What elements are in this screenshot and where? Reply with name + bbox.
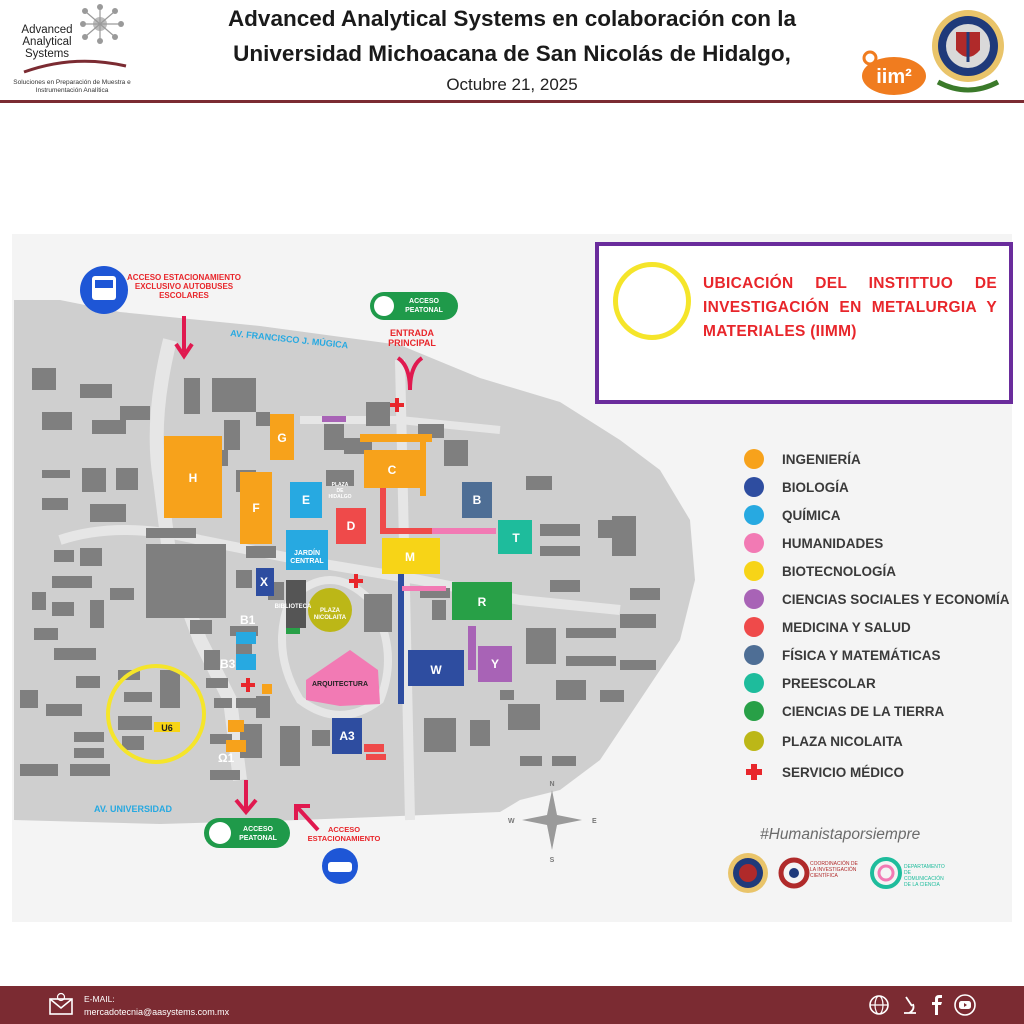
facebook-icon[interactable]: [926, 994, 948, 1016]
parking-access-label: ACCESO ESTACIONAMIENTO: [307, 825, 381, 843]
email-label: E-MAIL:: [84, 994, 115, 1004]
legend-swatch: [744, 561, 764, 581]
legend-label: SERVICIO MÉDICO: [782, 764, 905, 780]
footer: [0, 986, 1024, 1024]
plaza-hidalgo-label: PLAZA DE HIDALGO: [328, 482, 352, 500]
building-x: X: [259, 575, 269, 589]
legend-swatch: [744, 731, 764, 751]
building-m: M: [405, 550, 415, 564]
medical-cross-icon: [744, 762, 764, 782]
legend-swatch: [744, 673, 764, 693]
legend-swatch: [744, 589, 764, 609]
pedestrian-north-label: ACCESO PEATONAL: [405, 298, 443, 314]
building-u6: U6: [161, 723, 173, 733]
building-r: R: [477, 595, 487, 609]
legend-swatch: [744, 533, 764, 553]
legend-item: [744, 589, 1010, 609]
pedestrian-south-label: ACCESO PEATONAL: [239, 826, 277, 842]
page-title-line1: Advanced Analytical Systems en colaboración con la: [227, 6, 797, 31]
coordinacion-label: COORDINACIÓN DE LA INVESTIGACIÓN CIENTÍFICA: [810, 861, 858, 879]
legend-item: [744, 673, 876, 693]
brand-name: Advanced Analytical Systems: [21, 24, 73, 60]
legend-item: [744, 731, 903, 751]
legend-label: CIENCIAS DE LA TIERRA: [782, 703, 945, 719]
legend-swatch: [744, 645, 764, 665]
partner-logos: [726, 848, 978, 898]
building-o1: Ω1: [218, 751, 235, 765]
legend-swatch: [744, 477, 764, 497]
legend-label: PLAZA NICOLAITA: [782, 733, 903, 749]
globe-icon[interactable]: [868, 994, 890, 1016]
legend-swatch: [744, 505, 764, 525]
legend-label: FÍSICA Y MATEMÁTICAS: [782, 647, 941, 663]
legend-label: CIENCIAS SOCIALES Y ECONOMÍA: [782, 591, 1010, 607]
svg-text:S: S: [549, 857, 555, 864]
microscope-icon[interactable]: [898, 994, 920, 1016]
legend-swatch: [744, 617, 764, 637]
jardin-central-label: JARDÍN CENTRAL: [290, 550, 324, 565]
page-title-line2: Universidad Michoacana de San Nicolás de Hidalgo,: [233, 41, 791, 66]
street-south: AV. UNIVERSIDAD: [94, 804, 173, 814]
youtube-icon[interactable]: [954, 994, 976, 1016]
email-icon: [48, 992, 74, 1018]
location-ring-icon: [613, 262, 691, 340]
legend-swatch: [744, 449, 764, 469]
legend-label: MEDICINA Y SALUD: [782, 619, 911, 635]
legend-label: QUÍMICA: [782, 507, 841, 523]
building-b1: B1: [240, 613, 256, 627]
departamento-label: DEPARTAMENTO DE COMUNICACIÓN DE LA CIENCIA: [904, 864, 945, 888]
main-entrance-label: ENTRADA PRINCIPAL: [388, 328, 436, 348]
legend-item: [744, 762, 904, 782]
legend-swatch: [744, 701, 764, 721]
svg-text:N: N: [549, 781, 555, 788]
event-date: Octubre 21, 2025: [446, 75, 578, 94]
legend-label: HUMANIDADES: [782, 535, 884, 551]
email-link[interactable]: mercadotecnia@aasystems.com.mx: [84, 1007, 230, 1017]
legend-label: BIOLOGÍA: [782, 479, 849, 495]
building-h: H: [188, 471, 198, 485]
legend-item: [744, 505, 841, 525]
brand-tagline: Soluciones en Preparación de Muestra e Instrumentación Analítica: [13, 79, 131, 94]
svg-text:W: W: [508, 818, 515, 825]
legend-item: [744, 533, 883, 553]
building-y: Y: [490, 657, 500, 671]
iimm-callout: [595, 242, 1013, 404]
building-t: T: [512, 531, 520, 545]
building-b3: B3: [220, 657, 236, 671]
building-g: G: [277, 431, 287, 445]
building-w: W: [430, 663, 442, 677]
iim-logo-text: iim²: [876, 66, 912, 88]
street-north: AV. FRANCISCO J. MÚGICA: [229, 328, 349, 351]
legend-label: PREESCOLAR: [782, 675, 876, 691]
building-a3: A3: [339, 729, 355, 743]
building-f: F: [252, 501, 260, 515]
building-d: D: [346, 519, 356, 533]
legend-item: [744, 701, 944, 721]
legend-label: BIOTECNOLOGÍA: [782, 563, 896, 579]
legend-item: [744, 645, 941, 665]
arquitectura-label: ARQUITECTURA: [312, 681, 368, 688]
legend-item: [744, 477, 849, 497]
legend-item: [744, 449, 861, 469]
building-e: E: [301, 493, 311, 507]
plaza-nicolaita-label: PLAZA NICOLAITA: [313, 608, 347, 621]
svg-text:E: E: [592, 818, 597, 825]
legend-item: [744, 561, 896, 581]
building-c: C: [387, 463, 397, 477]
callout-text: UBICACIÓN DEL INSTITTUO DE INVESTIGACIÓN EN METALURGIA Y MATERIALES (IIMM): [703, 275, 997, 340]
legend-item: [744, 617, 911, 637]
legend-label: INGENIERÍA: [782, 451, 861, 467]
hashtag: #Humanistaporsiempre: [760, 826, 921, 843]
bus-access-label: ACCESO ESTACIONAMIENTO EXCLUSIVO AUTOBUSES ESCOLARES: [127, 273, 241, 300]
departamento-logo-icon: [872, 859, 900, 887]
building-b-label: B: [472, 493, 482, 507]
biblioteca-label: BIBLIOTECA: [274, 604, 312, 610]
